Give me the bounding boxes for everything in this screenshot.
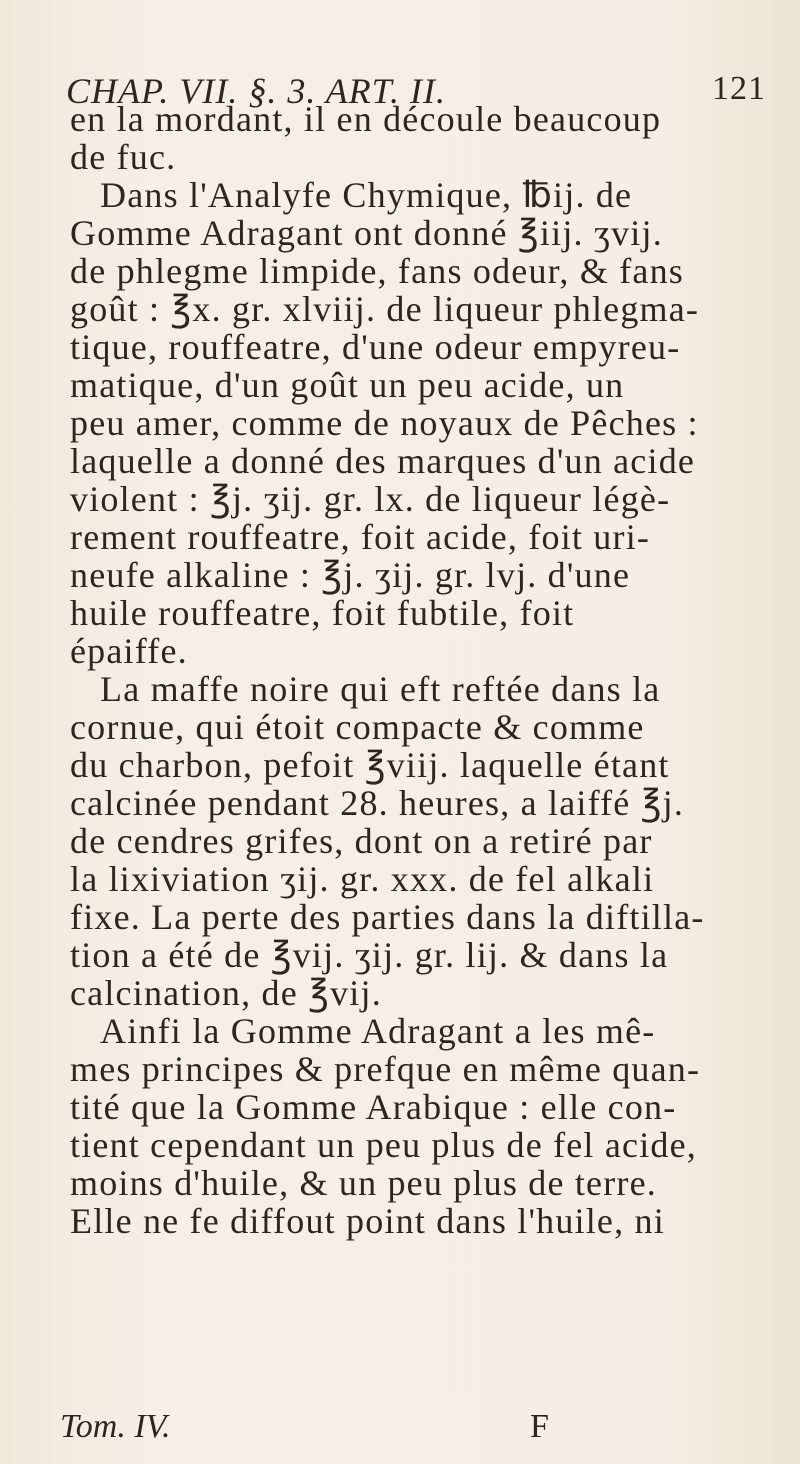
paragraph-analysis	[56, 176, 772, 670]
text-line: Elle ne fe diffout point dans l'huile, ni	[70, 1201, 665, 1241]
text-line: mes principes & prefque en même quan-	[70, 1049, 701, 1089]
text-line: huile rouffeatre, foit fubtile, foit	[70, 593, 575, 633]
sheet-mark: F	[530, 1408, 549, 1445]
text-line: La maffe noire qui eft reftée dans la	[100, 669, 661, 709]
text-line: Dans l'Analyfe Chymique, ℔ij. de	[100, 175, 633, 215]
running-title: CHAP. VII. §. 3. ART. II.	[66, 71, 446, 111]
paragraph-conclusion	[56, 1012, 772, 1240]
text-line: de cendres grifes, dont on a retiré par	[70, 821, 653, 861]
text-line: goût : ℥x. gr. xlviij. de liqueur phlegma-	[70, 289, 700, 329]
volume-signature: Tom. IV.	[60, 1408, 171, 1445]
body-text	[56, 100, 772, 1240]
text-line: de fuc.	[70, 137, 177, 177]
text-line: laquelle a donné des marques d'un acide	[70, 441, 696, 481]
text-line: cornue, qui étoit compacte & comme	[70, 707, 645, 747]
text-line: en la mordant, il en découle beaucoup	[70, 99, 662, 139]
text-line: tité que la Gomme Arabique : elle con-	[70, 1087, 677, 1127]
text-line: fixe. La perte des parties dans la diftilla-	[70, 897, 705, 937]
page-footer	[60, 1408, 760, 1448]
text-line: neufe alkaline : ℥j. ʒij. gr. lvj. d'une	[70, 555, 631, 595]
text-line: rement rouffeatre, foit acide, foit uri-	[70, 517, 651, 557]
text-line: violent : ℥j. ʒij. gr. lx. de liqueur légè-	[70, 479, 671, 519]
text-line: matique, d'un goût un peu acide, un	[70, 365, 625, 405]
text-line: du charbon, pefoit ℥viij. laquelle étant	[70, 745, 670, 785]
page-number: 121	[712, 70, 766, 107]
text-line: épaiffe.	[70, 631, 188, 671]
text-line: calcination, de ℥vij.	[70, 973, 382, 1013]
text-line: moins d'huile, & un peu plus de terre.	[70, 1163, 657, 1203]
text-line: Ainfi la Gomme Adragant a les mê-	[100, 1011, 656, 1051]
text-line: la lixiviation ʒij. gr. xxx. de fel alkali	[70, 859, 655, 899]
text-line: tique, rouffeatre, d'une odeur empyreu-	[70, 327, 681, 367]
text-line: tient cependant un peu plus de fel acide,	[70, 1125, 697, 1165]
paragraph-residue	[56, 670, 772, 1012]
text-line: peu amer, comme de noyaux de Pêches :	[70, 403, 699, 443]
text-line: de phlegme limpide, fans odeur, & fans	[70, 251, 685, 291]
text-line: tion a été de ℥vij. ʒij. gr. lij. & dans la	[70, 935, 669, 975]
paragraph-continuation	[56, 100, 772, 176]
text-line: Gomme Adragant ont donné ℥iij. ʒvij.	[70, 213, 663, 253]
text-line: calcinée pendant 28. heures, a laiffé ℥j.	[70, 783, 685, 823]
